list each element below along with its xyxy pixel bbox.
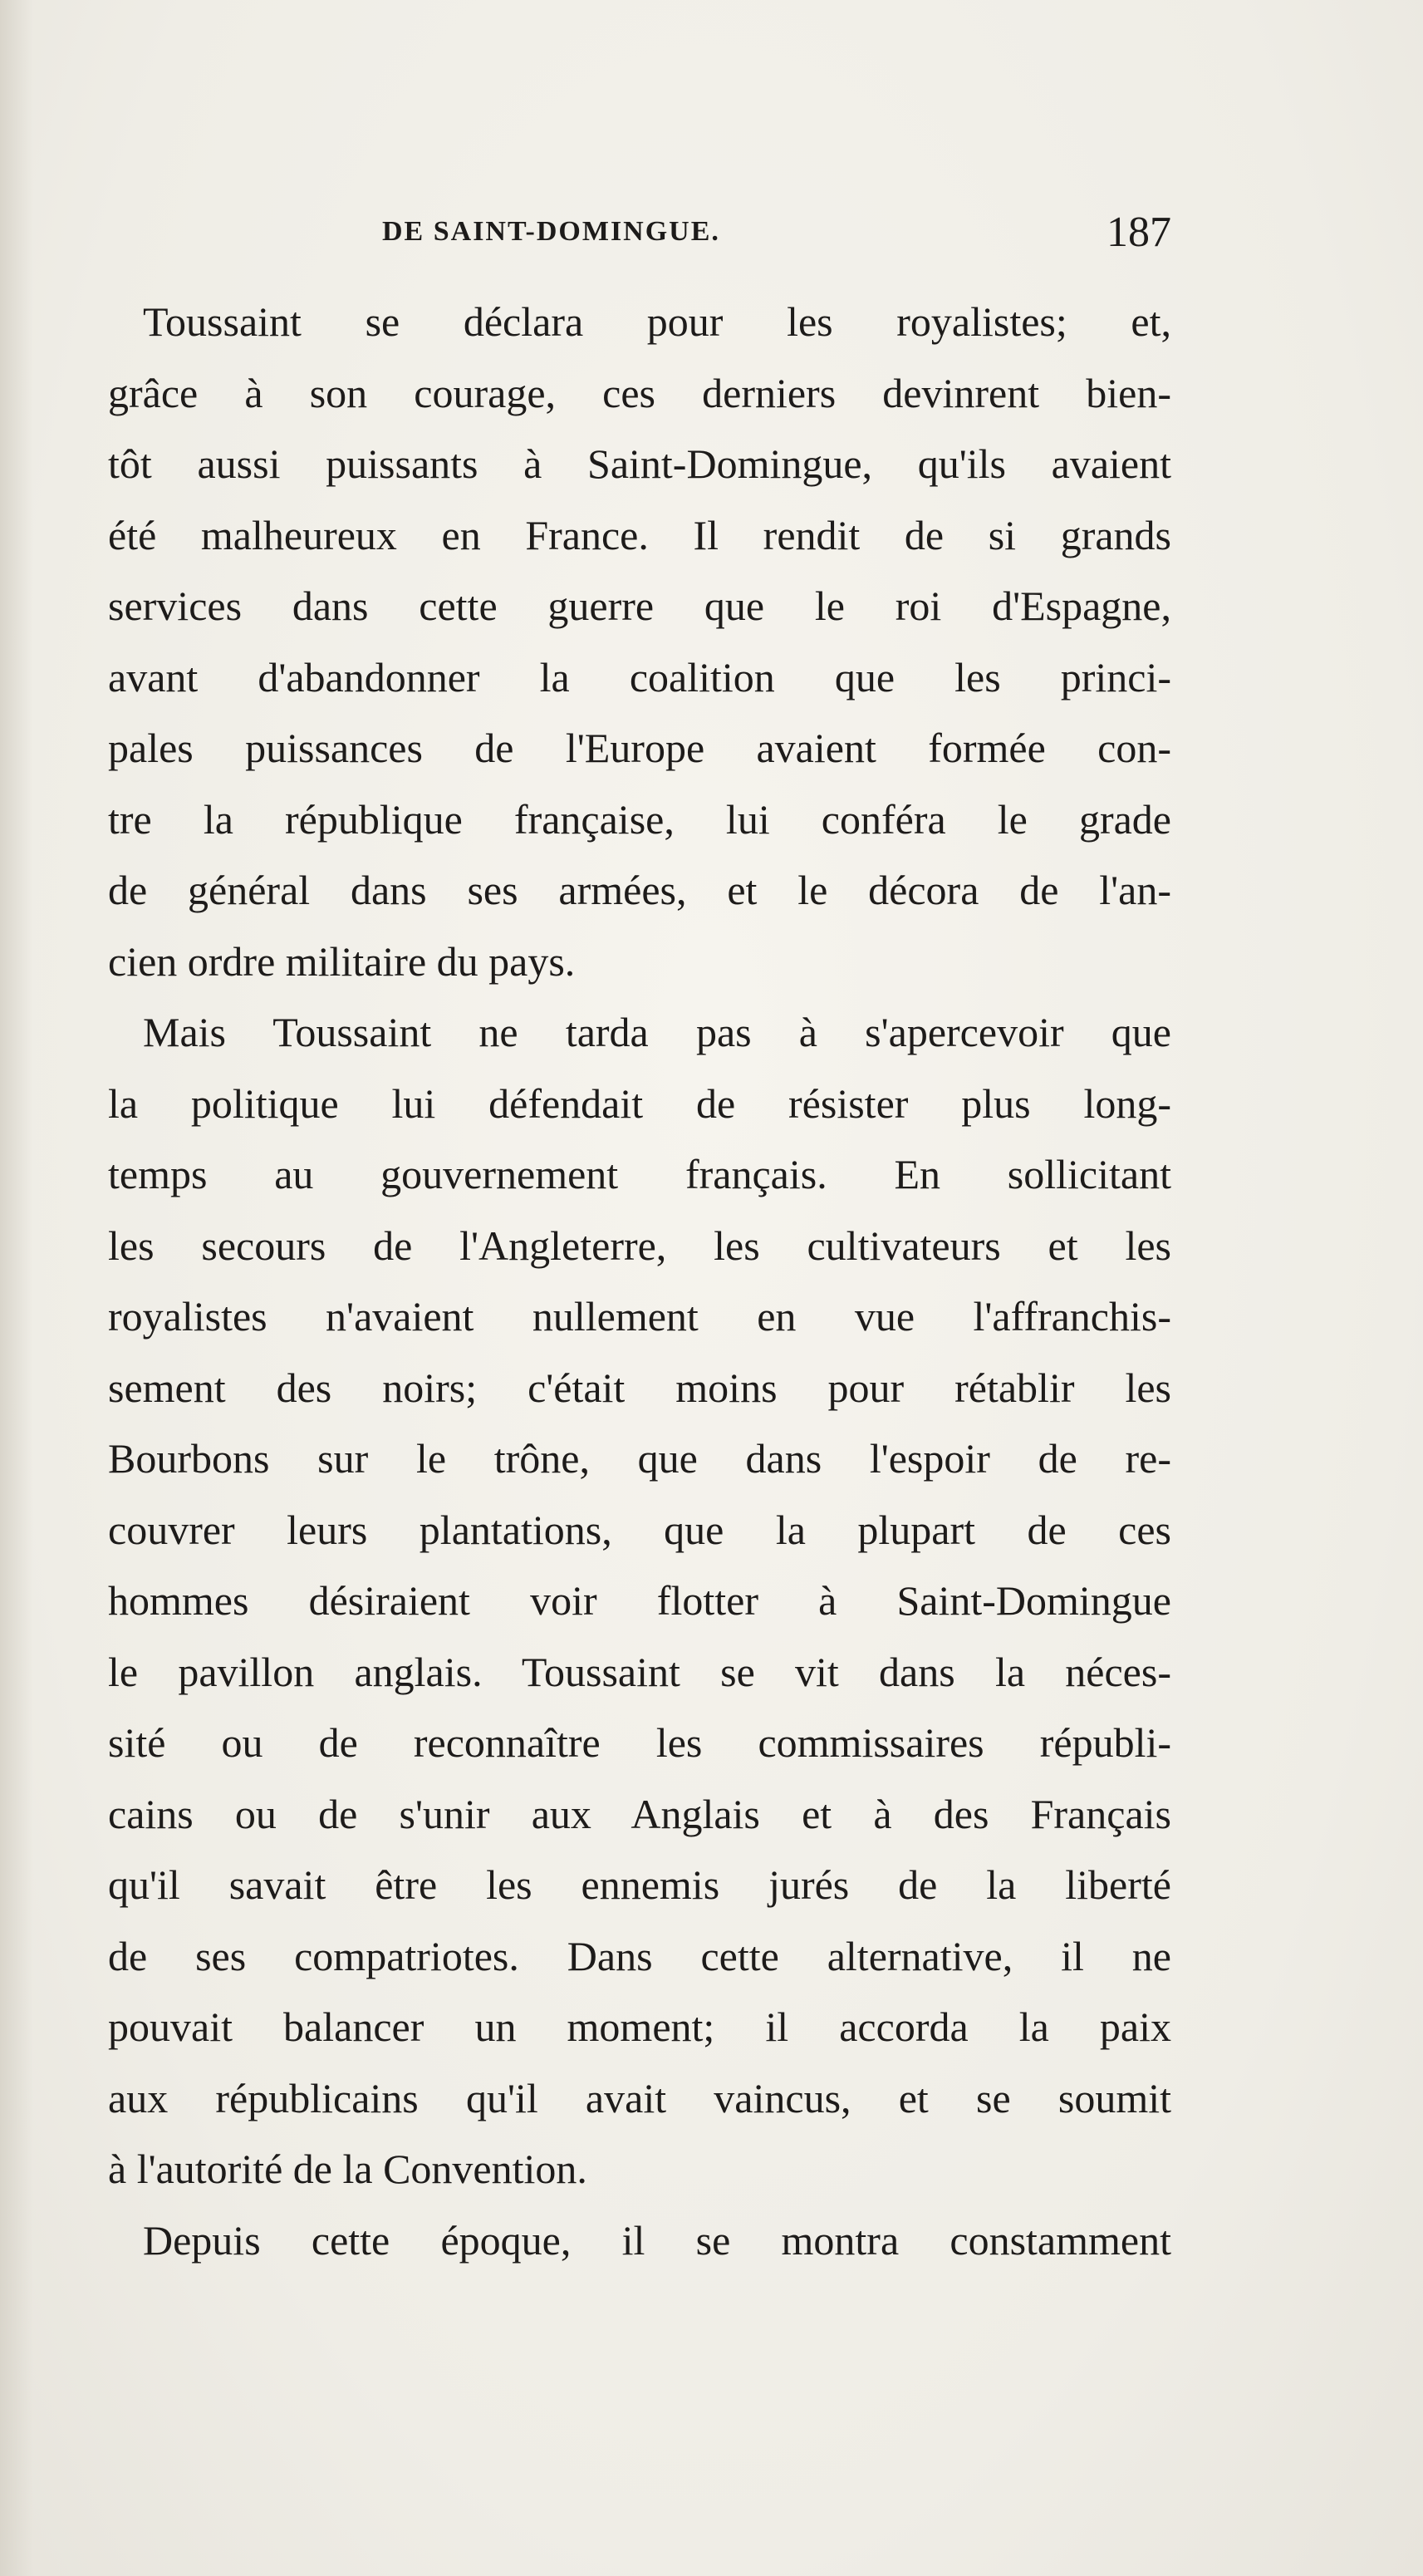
text-line: la politique lui défendait de résister plus long- xyxy=(108,1079,1171,1127)
text-line: aux républicains qu'il avait vaincus, et se soumit xyxy=(108,2074,1171,2121)
text-line: couvrer leurs plantations, que la plupart de ces xyxy=(108,1506,1171,1553)
text-line: le pavillon anglais. Toussaint se vit dans la néces- xyxy=(108,1648,1171,1695)
text-line: de ses compatriotes. Dans cette alternative, il ne xyxy=(108,1932,1171,1979)
text-line: été malheureux en France. Il rendit de si grands xyxy=(108,511,1171,558)
text-line: services dans cette guerre que le roi d'Espagne, xyxy=(108,583,1171,629)
body-text xyxy=(108,287,1171,2276)
text-line: Toussaint se déclara pour les royalistes; et, xyxy=(143,298,1171,345)
page-number: 187 xyxy=(1107,209,1171,256)
text-line: tôt aussi puissants à Saint-Domingue, qu'ils avaient xyxy=(108,440,1171,487)
text-line: cien ordre militaire du pays. xyxy=(108,937,576,985)
text-line: de général dans ses armées, et le décora de l'an- xyxy=(108,867,1171,913)
text-line: qu'il savait être les ennemis jurés de la liberté xyxy=(108,1861,1171,1908)
text-line: royalistes n'avaient nullement en vue l'affranchis- xyxy=(108,1293,1171,1340)
text-line: hommes désiraient voir flotter à Saint-Domingue xyxy=(108,1577,1171,1624)
text-line: sité ou de reconnaître les commissaires républi- xyxy=(108,1719,1171,1766)
text-line: Bourbons sur le trône, que dans l'espoir de re- xyxy=(108,1435,1171,1482)
page-header xyxy=(108,208,1171,266)
text-line: tre la république française, lui conféra le grade xyxy=(108,795,1171,843)
text-line: pouvait balancer un moment; il accorda la paix xyxy=(108,2003,1171,2050)
text-line: cains ou de s'unir aux Anglais et à des Français xyxy=(108,1790,1171,1837)
text-line: grâce à son courage, ces derniers devinrent bien- xyxy=(108,369,1171,416)
text-line: les secours de l'Angleterre, les cultivateurs et les xyxy=(108,1222,1171,1269)
text-line: à l'autorité de la Convention. xyxy=(108,2146,587,2192)
text-line: avant d'abandonner la coalition que les princi- xyxy=(108,653,1171,701)
text-line: Depuis cette époque, il se montra constamment xyxy=(143,2216,1171,2264)
running-head: DE SAINT-DOMINGUE. xyxy=(382,216,720,247)
text-line: temps au gouvernement français. En sollicitant xyxy=(108,1151,1171,1197)
text-line: sement des noirs; c'était moins pour rétablir les xyxy=(108,1364,1171,1411)
text-line: pales puissances de l'Europe avaient formée con- xyxy=(108,725,1171,771)
text-line: Mais Toussaint ne tarda pas à s'apercevoir que xyxy=(143,1009,1171,1055)
